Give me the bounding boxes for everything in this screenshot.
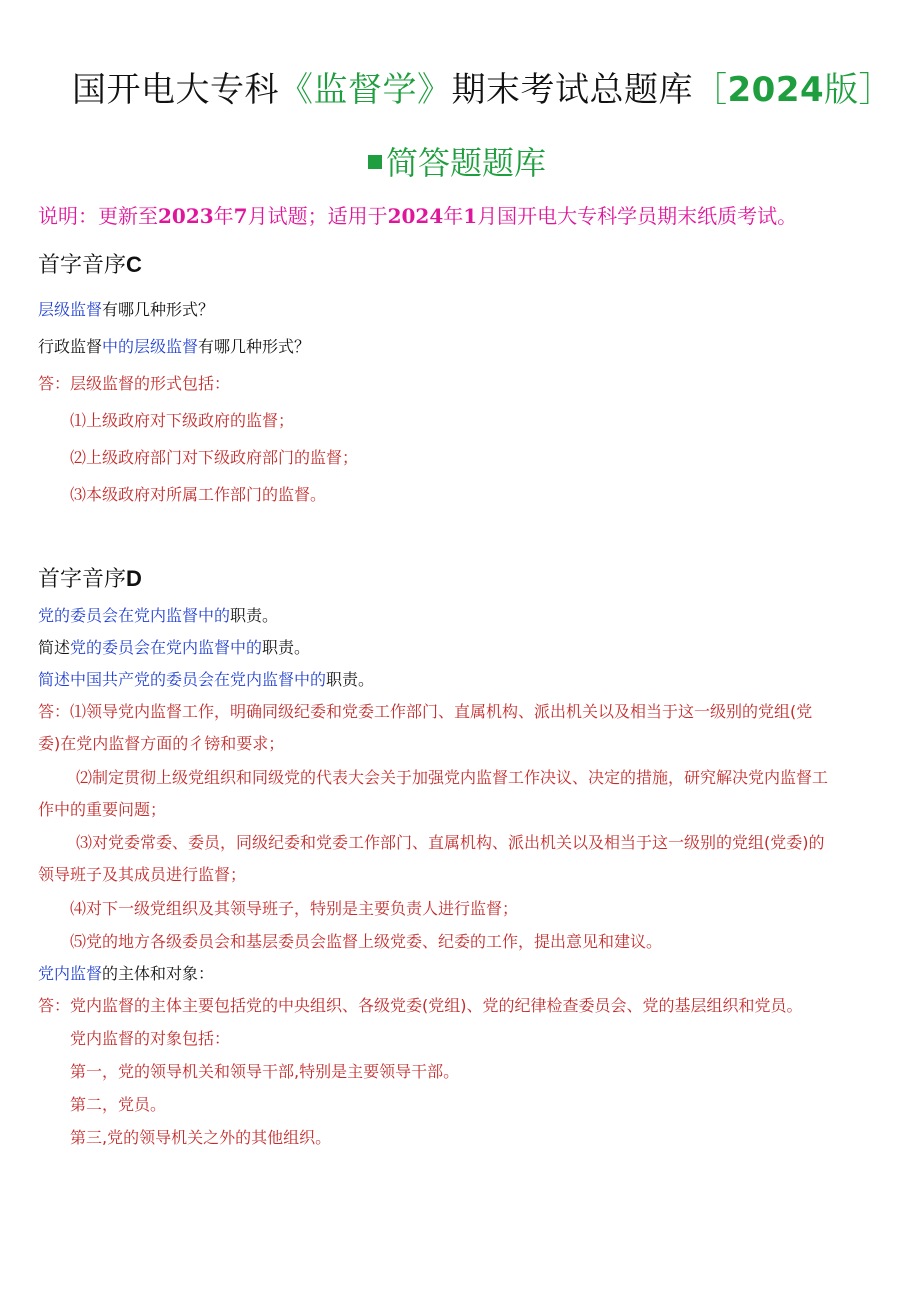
question-keyword: 党的委员会在党内监督中的 [70, 638, 263, 657]
section-heading-c [38, 248, 142, 279]
title-year: 2024 [727, 70, 825, 110]
question-keyword: 简述中国共产党的委员会在党内监督中的 [38, 670, 327, 689]
note-part: 年 [443, 204, 464, 228]
question-text: 行政监督 [38, 337, 103, 356]
question-text: 有哪几种形式？ [102, 300, 215, 319]
answer-item: ⑶本级政府对所属工作部门的监督。 [70, 485, 327, 504]
answer-line: 第三,党的领导机关之外的其他组织。 [70, 1128, 332, 1147]
section-heading-text: 首字音序 [38, 567, 127, 592]
answer-intro-c: 答：层级监督的形式包括： [38, 374, 231, 393]
question-d3 [38, 667, 374, 690]
title-bracket-close: ］ [858, 70, 894, 110]
question-keyword: 党内监督 [38, 964, 103, 983]
answer-line: 领导班子及其成员进行监督； [38, 865, 247, 884]
title-prefix: 国开电大专科 [72, 70, 279, 110]
note-part: 年 [213, 204, 234, 228]
title-suffix: 期末考试总题库 [451, 70, 693, 110]
square-bullet-icon [368, 155, 382, 169]
question-text: 职责。 [262, 638, 311, 657]
question-text: 的主体和对象： [102, 964, 215, 983]
section-heading-text: 首字音序 [38, 253, 127, 278]
answer-item: ⑵上级政府部门对下级政府部门的监督； [70, 448, 359, 467]
title-edition: 版 [824, 70, 859, 110]
update-note [38, 200, 797, 229]
title-bracket-open: ［ [693, 70, 728, 110]
note-part: 说明：更新至 [38, 204, 158, 228]
note-part: 月国开电大专科学员期末纸质考试。 [477, 204, 798, 228]
document-title [72, 62, 893, 111]
question-text: 简述 [38, 638, 71, 657]
question-c2 [38, 334, 310, 357]
answer-line: ⑷对下一级党组织及其领导班子，特别是主要负责人进行监督； [70, 899, 519, 918]
note-month: 1 [463, 204, 478, 228]
section-heading-letter: C [126, 252, 142, 277]
question-d2 [38, 635, 310, 658]
question-keyword: 层级监督 [38, 300, 103, 319]
question-d4 [38, 961, 214, 984]
question-text: 职责。 [326, 670, 375, 689]
answer-line: 委)在党内监督方面的彳镑和要求； [38, 734, 285, 753]
note-year: 2023 [158, 204, 214, 228]
note-part: 月试题；适用于 [247, 204, 388, 228]
section-subtitle [368, 138, 546, 184]
answer-line: 党内监督的对象包括： [70, 1029, 231, 1048]
note-month: 7 [233, 204, 248, 228]
note-year: 2024 [387, 204, 444, 228]
question-c1 [38, 297, 214, 320]
answer-line: 作中的重要问题； [38, 800, 167, 819]
title-book-name: 《监督学》 [279, 70, 452, 110]
answer-line: 答：⑴领导党内监督工作，明确同级纪委和党委工作部门、直属机构、派出机关以及相当于这一级别的党组(党 [38, 702, 813, 721]
answer-item: ⑴上级政府对下级政府的监督； [70, 411, 295, 430]
question-text: 职责。 [230, 606, 279, 625]
answer-line: 第二，党员。 [70, 1095, 167, 1114]
question-d1 [38, 603, 278, 626]
question-text: 有哪几种形式？ [198, 337, 311, 356]
subtitle-text: 简答题题库 [386, 144, 547, 182]
answer-line: 第一，党的领导机关和领导干部,特别是主要领导干部。 [70, 1062, 460, 1081]
section-heading-letter: D [126, 566, 142, 591]
section-heading-d [38, 562, 142, 593]
answer-line: ⑶对党委常委、委员，同级纪委和党委工作部门、直属机构、派出机关以及相当于这一级别的党组(党委)的 [76, 833, 825, 852]
answer-line: ⑸党的地方各级委员会和基层委员会监督上级党委、纪委的工作，提出意见和建议。 [70, 932, 663, 951]
answer-line: 答：党内监督的主体主要包括党的中央组织、各级党委(党组)、党的纪律检查委员会、党的基层组织和党员。 [38, 996, 803, 1015]
answer-line: ⑵制定贯彻上级党组织和同级党的代表大会关于加强党内监督工作决议、决定的措施，研究解决党内监督工 [76, 768, 829, 787]
question-keyword: 中的层级监督 [102, 337, 199, 356]
question-keyword: 党的委员会在党内监督中的 [38, 606, 231, 625]
